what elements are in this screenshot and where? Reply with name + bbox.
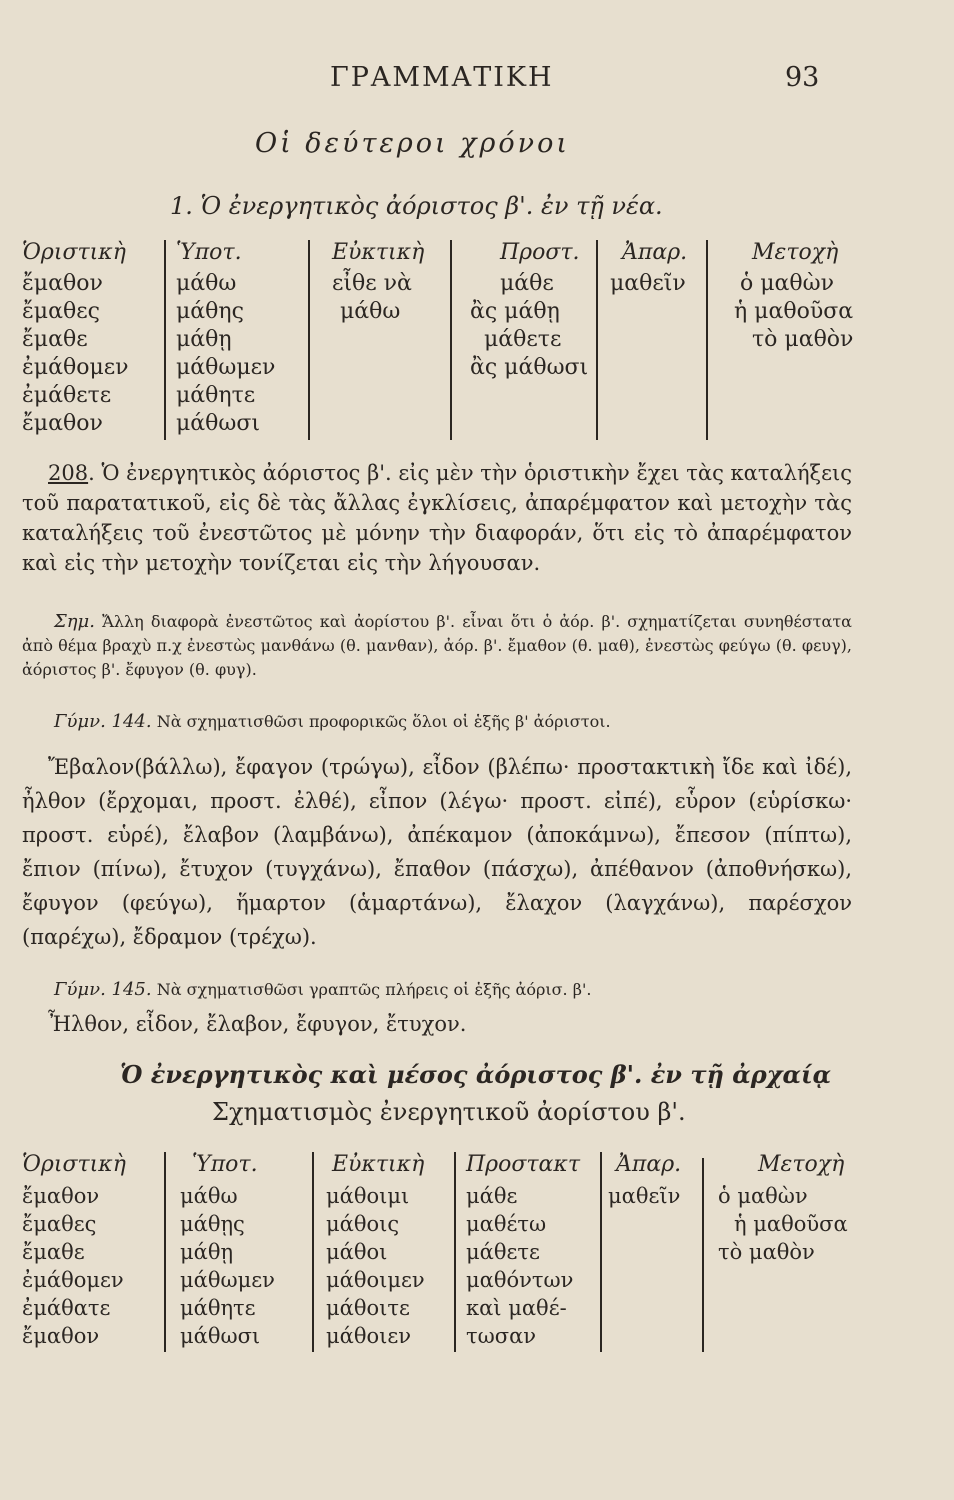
table-cell: ἔμαθες	[22, 1212, 97, 1236]
table-column	[22, 236, 129, 438]
table-cell: μάθοις	[326, 1212, 400, 1236]
table-column	[180, 1148, 275, 1350]
conjugation-table-ancient	[22, 1148, 872, 1358]
column-header: Μετοχὴ	[758, 1152, 845, 1177]
column-header: Μετοχὴ	[752, 240, 839, 265]
verb-list: Ἔβαλον(βάλλω), ἔφαγον (τρώγω), εἶδον (βλέπω· προστακτικὴ ἴδε καὶ ἰδέ), ἦλθον (ἔρχομαι, προστ. ἐλθέ), εἶπον (λέγω· προστ. εἰπέ), εὗρον (εὑρίσκω· προστ. εὑρέ), ἔλαβον (λαμβάνω), ἀπέκαμον (ἀποκάμνω), ἔπεσον (πίπτω), ἔπιον (πίνω), ἔτυχον (τυγχάνω), ἔπαθον (πάσχω), ἀπέθανον (ἀποθνήσκω), ἔφυγον (φεύγω), ἥμαρτον (ἁμαρτάνω), ἔλαχον (λαγχάνω), παρέσχον (παρέχω), ἔδραμον (τρέχω).	[22, 755, 852, 949]
table-cell: ἐμάθομεν	[22, 355, 129, 380]
column-header: Ὑποτ.	[192, 1152, 258, 1177]
table-cell: ἔμαθε	[22, 1240, 85, 1264]
column-divider	[164, 1152, 166, 1352]
paragraph-208	[22, 458, 852, 578]
column-divider	[308, 240, 310, 440]
table-cell: μάθετε	[466, 1240, 540, 1264]
table-column	[734, 236, 853, 354]
table-cell: μάθω	[340, 299, 401, 324]
conjugation-table-modern	[22, 236, 862, 446]
table-cell: μάθοιμι	[326, 1184, 410, 1208]
exercise-144	[22, 710, 852, 734]
table-cell: ἔμαθον	[22, 411, 103, 436]
table-cell: μαθέτω	[466, 1212, 547, 1236]
column-divider	[312, 1152, 314, 1352]
verb-list-short: Ἦλθον, εἶδον, ἔλαβον, ἔφυγον, ἔτυχον.	[48, 1012, 467, 1036]
note-label: Σημ.	[54, 611, 95, 632]
note	[22, 610, 852, 682]
table-cell: ἔμαθες	[22, 299, 100, 324]
column-divider	[702, 1158, 704, 1352]
table-cell: μάθῃ	[176, 327, 232, 352]
table-cell: ἂς μάθῃ	[470, 299, 560, 324]
column-header: Ἀπαρ.	[622, 240, 688, 265]
column-divider	[164, 240, 166, 440]
running-header-title: ΓΡΑΜΜΑΤΙΚΗ	[330, 62, 554, 93]
page-number: 93	[785, 62, 820, 93]
paragraph-number: 208	[48, 461, 89, 485]
table-cell: μάθωμεν	[180, 1268, 275, 1292]
table-cell: ἔμαθον	[22, 271, 103, 296]
exercise-text: Νὰ σχηματισθῶσι γραπτῶς πλήρεις οἱ ἑξῆς ἀόρισ. β'.	[156, 980, 592, 999]
column-header: Προστ.	[500, 240, 580, 265]
table-cell: μάθωσι	[180, 1324, 261, 1348]
exercise-text: Νὰ σχηματισθῶσι προφορικῶς ὅλοι οἱ ἑξῆς β' ἀόριστοι.	[156, 712, 611, 731]
table-cell: τωσαν	[466, 1324, 537, 1348]
table-cell: μάθω	[180, 1184, 238, 1208]
table-cell: ἡ μαθοῦσα	[734, 1212, 848, 1236]
table-column	[332, 236, 424, 326]
table-cell: μάθωσι	[176, 411, 260, 436]
exercise-label: Γύμν. 144.	[54, 711, 152, 732]
table-cell: μάθοι	[326, 1240, 388, 1264]
table-cell: ἔμαθον	[22, 1324, 100, 1348]
table-cell: μάθοιτε	[326, 1296, 410, 1320]
column-divider	[596, 240, 598, 440]
column-divider	[706, 240, 708, 440]
table-column	[470, 236, 588, 382]
table-cell: μαθεῖν	[608, 1184, 681, 1208]
table-column	[326, 1148, 425, 1350]
table-cell: μάθης	[176, 299, 244, 324]
table-cell: ἐμάθετε	[22, 383, 112, 408]
note-text: Ἄλλη διαφορὰ ἐνεστῶτος καὶ ἀορίστου β'. εἶναι ὅτι ὁ ἀόρ. β'. σχηματίζεται συνηθέστατα ἀπὸ θέμα βραχὺ π.χ ἐνεστὼς μανθάνω (θ. μανθαν), ἀόρ. β'. ἔμαθον (θ. μαθ), ἐνεστὼς φεύγω (θ. φευγ), ἀόριστος β'. ἔφυγον (θ. φυγ).	[22, 612, 852, 679]
formation-title: Σχηματισμὸς ἐνεργητικοῦ ἀορίστου β'.	[212, 1098, 686, 1126]
table-cell: μάθω	[176, 271, 237, 296]
table-cell: ὁ μαθὼν	[718, 1184, 808, 1208]
column-divider	[454, 1152, 456, 1352]
table-cell: καὶ μαθέ-	[466, 1296, 567, 1320]
table-column	[610, 236, 687, 298]
table-cell: μαθόντων	[466, 1268, 574, 1292]
table-cell: μάθωμεν	[176, 355, 276, 380]
subsection-heading-ancient: Ὁ ἐνεργητικὸς καὶ μέσος ἀόριστος β'. ἐν τῇ ἀρχαίᾳ	[120, 1060, 832, 1089]
subsection-heading-modern: 1. Ὁ ἐνεργητικὸς ἀόριστος β'. ἐν τῇ νέα.	[170, 192, 663, 220]
column-header: Ὁριστικὴ	[22, 240, 126, 265]
table-cell: μάθητε	[180, 1296, 256, 1320]
column-header: Εὐκτικὴ	[332, 1152, 425, 1177]
table-cell: ἔμαθε	[22, 327, 88, 352]
exercise-label: Γύμν. 145.	[54, 979, 152, 1000]
exercise-145	[22, 978, 852, 1002]
table-cell: ὁ μαθὼν	[740, 271, 834, 296]
table-cell: ἐμάθομεν	[22, 1268, 124, 1292]
table-column	[176, 236, 275, 438]
column-divider	[450, 240, 452, 440]
column-header: Ἀπαρ.	[616, 1152, 682, 1177]
table-column	[608, 1148, 681, 1210]
table-cell: μάθητε	[176, 383, 256, 408]
column-header: Ὁριστικὴ	[22, 1152, 126, 1177]
table-cell: μαθεῖν	[610, 271, 686, 296]
table-cell: τὸ μαθὸν	[752, 327, 854, 352]
table-column	[466, 1148, 580, 1350]
table-cell: μάθε	[466, 1184, 518, 1208]
table-cell: ἔμαθον	[22, 1184, 100, 1208]
table-cell: μάθε	[500, 271, 554, 296]
table-cell: εἶθε νὰ	[332, 271, 412, 296]
column-header: Εὐκτικὴ	[332, 240, 425, 265]
table-cell: ἂς μάθωσι	[470, 355, 589, 380]
table-column	[718, 1148, 848, 1266]
column-header: Προστακτ	[466, 1152, 581, 1177]
table-cell: μάθοιμεν	[326, 1268, 425, 1292]
section-title: Οἱ δεύτεροι χρόνοι	[255, 128, 570, 159]
table-cell: τὸ μαθὸν	[718, 1240, 815, 1264]
table-cell: μάθοιεν	[326, 1324, 411, 1348]
column-header: Ὑποτ.	[176, 240, 242, 265]
table-cell: μάθῃς	[180, 1212, 245, 1236]
table-cell: μάθῃ	[180, 1240, 234, 1264]
table-cell: μάθετε	[484, 327, 562, 352]
column-divider	[600, 1152, 602, 1352]
table-column	[22, 1148, 126, 1350]
table-cell: ἡ μαθοῦσα	[734, 299, 854, 324]
table-cell: ἐμάθατε	[22, 1296, 111, 1320]
paragraph-text: . Ὁ ἐνεργητικὸς ἀόριστος β'. εἰς μὲν τὴν ὁριστικὴν ἔχει τὰς καταλήξεις τοῦ παρατατικοῦ, εἰς δὲ τὰς ἄλλας ἐγκλίσεις, ἀπαρέμφατον καὶ μετοχὴν τὰς καταλήξεις τοῦ ἐνεστῶτος μὲ μόνην τὴν διαφοράν, ὅτι εἰς τὸ ἀπαρέμφατον καὶ εἰς τὴν μετοχὴν τονίζεται εἰς τὴν λήγουσαν.	[22, 461, 852, 575]
